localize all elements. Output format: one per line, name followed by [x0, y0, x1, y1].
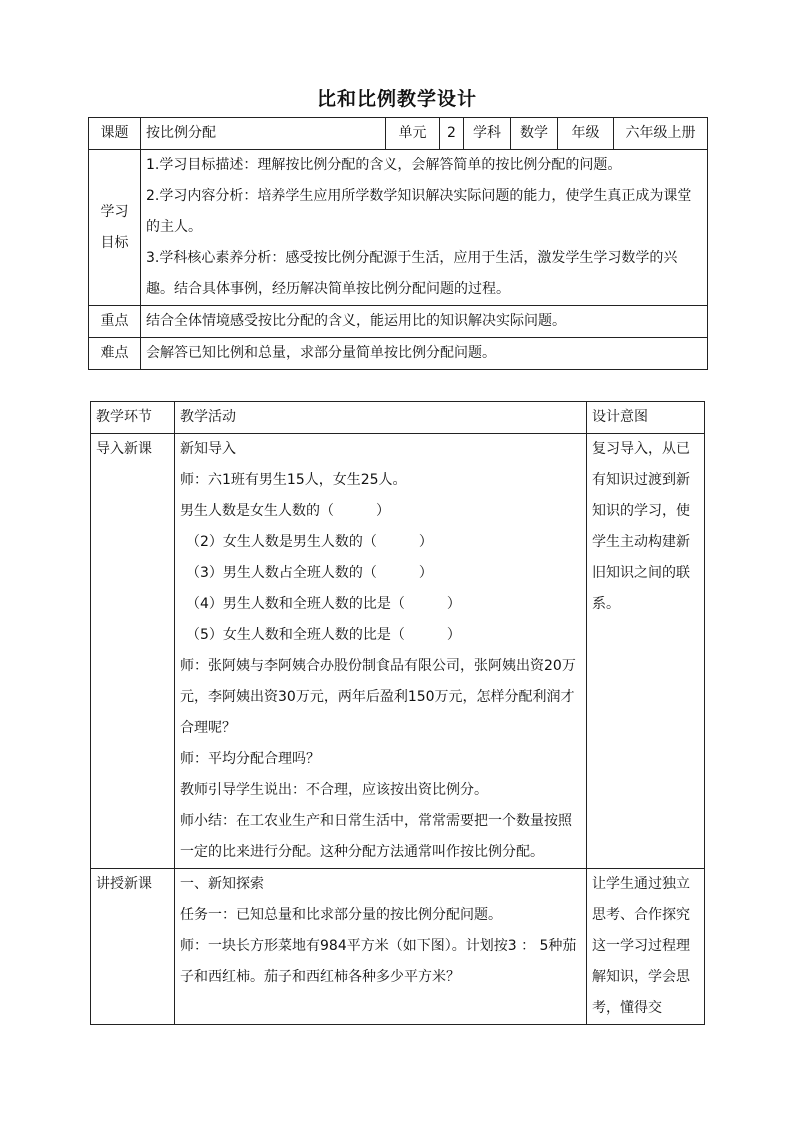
unit-value: 2 [440, 118, 464, 150]
header-intent: 设计意图 [587, 402, 705, 434]
activity-cell [175, 869, 587, 1025]
key-label: 重点 [89, 306, 141, 338]
difficulty-row [89, 338, 708, 370]
header-activity: 教学活动 [175, 402, 587, 434]
goal-item: 1.学习目标描述：理解按比例分配的含义，会解答简单的按比例分配的问题。 [146, 157, 622, 173]
activity-line: 师：六1班有男生15人，女生25人。 [180, 472, 407, 488]
stage-cell: 讲授新课 [91, 869, 175, 1025]
goal-item: 3.学科核心素养分析：感受按比例分配源于生活，应用于生活，激发学生学习数学的兴趣。结合具体事例，经历解决简单按比例分配问题的过程。 [146, 250, 678, 297]
activity-line: 师：张阿姨与李阿姨合办股份制食品有限公司，张阿姨出资20万元，李阿姨出资30万元，两年后盈利150万元，怎样分配利润才合理呢？ [180, 658, 576, 736]
intent-cell: 复习导入，从已有知识过渡到新知识的学习，使学生主动构建新旧知识之间的联系。 [587, 434, 705, 869]
unit-label: 单元 [386, 118, 440, 150]
activity-line: 师小结：在工农业生产和日常生活中，常常需要把一个数量按照一定的比来进行分配。这种分配方法通常叫作按比例分配。 [180, 813, 572, 860]
intent-cell: 让学生通过独立思考、合作探究这一学习过程理解知识，学会思考，懂得交 [587, 869, 705, 1025]
activity-line: 师：平均分配合理吗？ [180, 751, 320, 767]
lesson-info-table [88, 117, 708, 370]
header-stage: 教学环节 [91, 402, 175, 434]
activity-line: （5）女生人数和全班人数的比是（ ） [186, 627, 461, 643]
subject-label: 学科 [464, 118, 511, 150]
teaching-process-table [90, 401, 705, 1025]
goals-label-line-1: 学习 [100, 203, 129, 220]
key-value: 结合全体情境感受按比分配的含义，能运用比的知识解决实际问题。 [141, 306, 708, 338]
topic-row [89, 118, 708, 150]
goals-row [89, 150, 708, 306]
process-header-row [91, 402, 705, 434]
activity-line: 教师引导学生说出：不合理，应该按出资比例分。 [180, 782, 488, 798]
activity-line: （3）男生人数占全班人数的（ ） [186, 565, 433, 581]
goal-item: 2.学习内容分析：培养学生应用所学数学知识解决实际问题的能力，使学生真正成为课堂的主人。 [146, 188, 692, 235]
key-row [89, 306, 708, 338]
grade-label: 年级 [558, 118, 614, 150]
process-row-intro [91, 434, 705, 869]
process-row-new-lesson [91, 869, 705, 1025]
activity-line: 一、新知探索 [180, 876, 264, 892]
goals-label-line-2: 目标 [100, 234, 129, 251]
activity-line: 师：一块长方形菜地有984平方米（如下图）。计划按3 ： 5种茄子和西红柿。茄子和西红柿各种多少平方米？ [180, 938, 577, 985]
activity-cell [175, 434, 587, 869]
activity-line: 新知导入 [180, 441, 236, 457]
grade-value: 六年级上册 [614, 118, 708, 150]
goals-label [89, 150, 141, 306]
difficulty-label: 难点 [89, 338, 141, 370]
activity-line: （2）女生人数是男生人数的（ ） [186, 534, 433, 550]
subject-value: 数学 [511, 118, 558, 150]
difficulty-value: 会解答已知比例和总量，求部分量简单按比例分配问题。 [141, 338, 708, 370]
goals-content [141, 150, 708, 306]
activity-line: （4）男生人数和全班人数的比是（ ） [186, 596, 461, 612]
activity-line: 任务一：已知总量和比求部分量的按比例分配问题。 [180, 907, 502, 923]
topic-value: 按比例分配 [141, 118, 386, 150]
page-title: 比和比例教学设计 [316, 88, 477, 110]
stage-cell: 导入新课 [91, 434, 175, 869]
topic-label: 课题 [89, 118, 141, 150]
activity-line: 男生人数是女生人数的（ ） [180, 503, 390, 519]
